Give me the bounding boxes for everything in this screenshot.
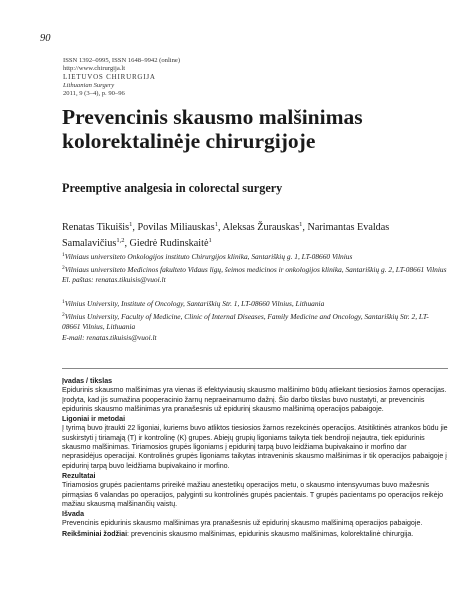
page-number: 90: [40, 33, 51, 44]
keywords-label: Reikšminiai žodžiai: [62, 529, 128, 538]
affiliation-line: $^1$Vilnius University, Institute of Oncology, Santariškių Str. 1, LT-08660 Vilnius, Lithuania: [62, 299, 325, 308]
abstract-results: Tiriamosios grupės pacientams prireikė mažiau anestetikų operacijos metu, o skausmo intensyvumas buvo mažesnis pirmąsias 6 valandas po operacijos, palyginti su kontrolinės grupės pacientais. T grupės pacientams po operacijos reikėjo mažiau skausmą malšinančių vaistų.: [62, 481, 444, 508]
email-line: E-mail: renatas.tikuisis@vuoi.lt: [62, 332, 157, 342]
abstract-heading-conclusion: Išvada: [62, 510, 85, 519]
author-name: , Aleksas Žurauskas: [217, 222, 300, 233]
abstract-heading-intro: Įvadas / tikslas: [62, 377, 113, 385]
affiliation-line: $^2$Vilnius University, Faculty of Medicine, Clinic of Internal Diseases, Family Medicine and Oncology, Santariškių Str. 2, LT-08661 Vilnius, Lithuania: [62, 311, 429, 332]
author-affiliation-mark: 1: [299, 221, 303, 228]
email-line: El. paštas: renatas.tikuisis@vuoi.lt: [62, 275, 166, 285]
abstract-conclusion: Prevencinis epidurinis skausmo malšinimas yra pranašesnis už epidurinį skausmo malšinimą operacijos pabaigoje.: [62, 519, 423, 528]
author-list: [62, 218, 442, 250]
article-subtitle: Preemptive analgesia in colorectal surgery: [62, 181, 283, 195]
author-name: , Giedrė Rudinskaitė: [124, 238, 209, 249]
affiliations-en: [62, 297, 447, 343]
author-affiliation-mark: 1,2: [116, 237, 125, 244]
journal-name-en: Lithuanian Surgery: [63, 81, 115, 89]
author-affiliation-mark: 1: [129, 221, 133, 228]
author-name: , Povilas Miliauskas: [132, 222, 215, 233]
keywords-text: : prevencinis skausmo malšinimas, epidurinis skausmo malšinimas, kolorektalinė chirurgija.: [127, 529, 414, 538]
abstract-heading-results: Rezultatai: [62, 471, 96, 480]
journal-masthead: [63, 57, 180, 98]
keywords: [62, 530, 448, 539]
journal-url[interactable]: http://www.chirurgija.lt: [63, 65, 126, 73]
issn: ISSN 1392–0995, ISSN 1648–9942 (online): [63, 57, 181, 64]
author-name: , Narimantas Evaldas Samalavičius: [62, 222, 390, 249]
author-affiliation-mark: 1: [214, 221, 218, 228]
volume-info: 2011, 9 (3–4), p. 90–96: [63, 89, 125, 97]
journal-name: LIETUVOS CHIRURGIJA: [63, 73, 156, 82]
abstract-methods: Į tyrimą buvo įtraukti 22 ligoniai, kuriems buvo atliktos tiesiosios žarnos rezekcinės operacijos. Atsitiktinės atrankos būdu jie suskirstyti į tiriamąją (T) ir kontrolinę (K) grupes. Abiejų grupių ligoniams taikyta tiek bendroji nejautra, tiek epidurinis skausmo malšinimas. Tiriamosios grupės ligoniams į epidurinį tarpą buvo leidžiama bupivakaino ir morfino dar neprasidėjus operacijai. Kontrolinės grupės ligoniams taikytas intraveninis skausmo malšinimas ir tik operacijos pabaigoje į epidurinį tarpą buvo leidžiama bupivakaino ir morfino.: [62, 424, 448, 470]
affiliations-lt: [62, 250, 447, 286]
affiliation-line: $^1$Vilniaus universiteto Onkologijos instituto Chirurgijos klinika, Santariškių g. 1, LT-08660 Vilnius: [62, 252, 353, 261]
abstract-heading-methods: Ligoniai ir metodai: [62, 415, 126, 424]
section-divider: [62, 368, 448, 369]
author-affiliation-mark: 1: [208, 237, 212, 244]
article-title: Prevencinis skausmo malšinimas kolorektalinėje chirurgijoje: [62, 105, 363, 153]
abstract: [62, 376, 448, 540]
author-name: Renatas Tikuišis: [62, 222, 130, 233]
abstract-intro: Epidurinis skausmo malšinimas yra vienas iš efektyviausių skausmo malšinimo būdų atliekant tiesiosios žarnos operacijas. Įrodyta, kad jis sumažina pooperacinio žarnų nepraeinamumo dažnį. Šio darbo tikslas buvo nustatyti, ar prevencinis epidurinis skausmo malšinimas yra pranašesnis už epidurinį skausmo malšinimą operacijos pabaigoje.: [62, 386, 447, 413]
affiliation-line: $^2$Vilniaus universiteto Medicinos fakulteto Vidaus ligų, šeimos medicinos ir onkologijos klinika, Santariškių g. 2, LT-08661 Vilnius: [62, 264, 447, 274]
